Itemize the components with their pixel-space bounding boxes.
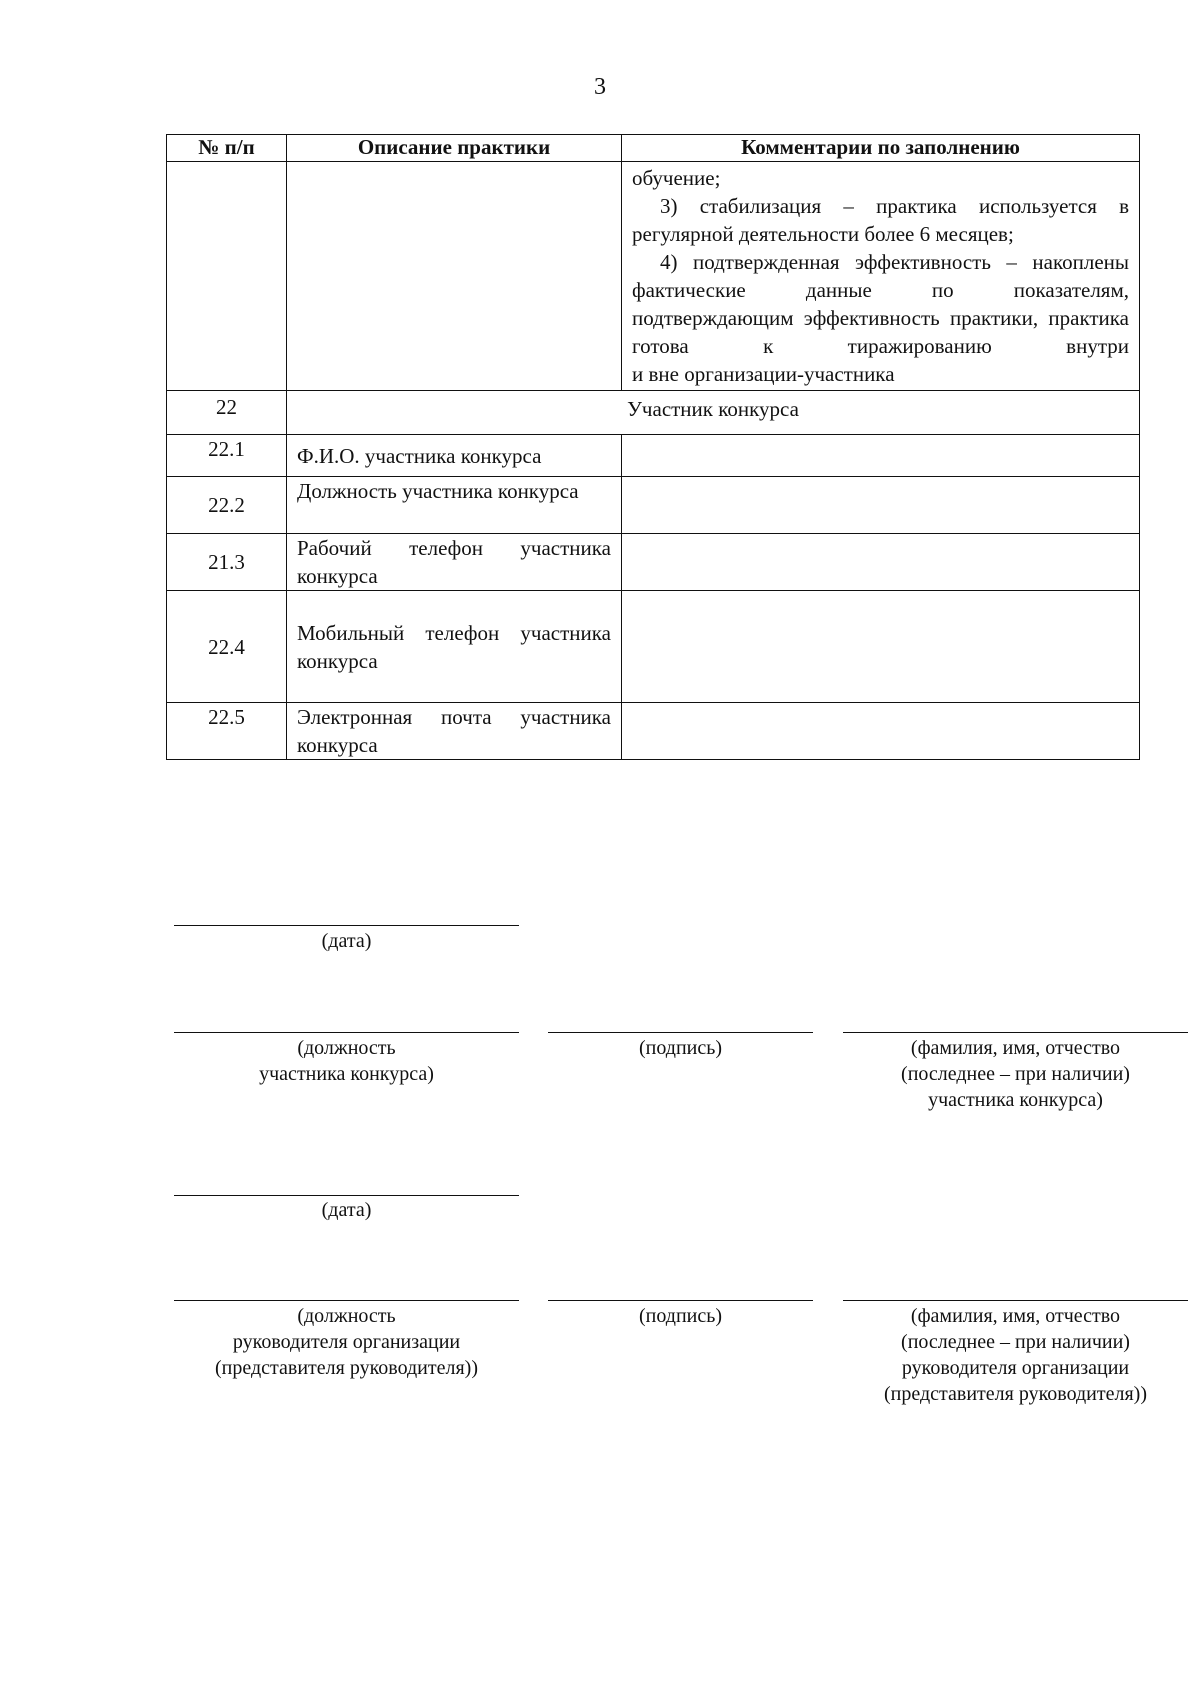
header-comments: Комментарии по заполнению — [622, 135, 1140, 162]
comment-line-2: 3) стабилизация – практика используется в регулярной деятельности более 6 месяцев; — [632, 194, 1129, 246]
practice-form-table — [166, 134, 1140, 760]
position-caption-2: (должность руководителя организации (представителя руководителя)) — [215, 1305, 478, 1379]
row-description: Мобильный телефон участника конкурса — [287, 591, 622, 703]
signature-line-1[interactable] — [548, 1032, 813, 1033]
row-value-field[interactable] — [622, 477, 1140, 534]
comment-line-3: 4) подтвержденная эффективность – накоплены фактические данные по показателям, подтверждающим эффективность практики, практика готова к тиражированию внутри — [632, 250, 1129, 358]
row-value-field[interactable] — [622, 534, 1140, 591]
row-number: 22.2 — [167, 477, 287, 534]
table-row — [167, 477, 1140, 534]
continuation-comment — [622, 162, 1140, 391]
signature-line-2[interactable] — [548, 1300, 813, 1301]
row-number: 22.5 — [167, 703, 287, 760]
date-line-1[interactable] — [174, 925, 519, 926]
row-description: Должность участника конкурса — [287, 477, 622, 534]
header-number: № п/п — [167, 135, 287, 162]
row-value-field[interactable] — [622, 703, 1140, 760]
position-line-2[interactable] — [174, 1300, 519, 1301]
row-description: Рабочий телефон участника конкурса — [287, 534, 622, 591]
section-row — [167, 391, 1140, 435]
name-line-2[interactable] — [843, 1300, 1188, 1301]
comment-line-1: обучение; — [632, 166, 721, 190]
row-number: 22.4 — [167, 591, 287, 703]
row-number: 22.1 — [167, 435, 287, 477]
signature-caption-1: (подпись) — [638, 1037, 723, 1059]
section-title: Участник конкурса — [287, 391, 1140, 435]
date-line-2[interactable] — [174, 1195, 519, 1196]
date-caption-2: (дата) — [321, 1199, 372, 1221]
page-number: 3 — [594, 74, 606, 100]
position-caption-1: (должность участника конкурса) — [259, 1037, 434, 1085]
continuation-row — [167, 162, 1140, 391]
date-caption-1: (дата) — [321, 930, 372, 952]
name-caption-1: (фамилия, имя, отчество (последнее – при наличии) участника конкурса) — [901, 1037, 1130, 1111]
row-description: Электронная почта участника конкурса — [287, 703, 622, 760]
row-value-field[interactable] — [622, 591, 1140, 703]
name-caption-2: (фамилия, имя, отчество (последнее – при наличии) руководителя организации (представителя руководителя)) — [884, 1305, 1147, 1405]
table-header-row — [167, 135, 1140, 162]
table-row — [167, 534, 1140, 591]
row-number: 21.3 — [167, 534, 287, 591]
section-number: 22 — [167, 391, 287, 435]
table-row — [167, 591, 1140, 703]
row-value-field[interactable] — [622, 435, 1140, 477]
signature-caption-2: (подпись) — [638, 1305, 723, 1327]
table-row — [167, 703, 1140, 760]
row-description: Ф.И.О. участника конкурса — [287, 435, 622, 477]
name-line-1[interactable] — [843, 1032, 1188, 1033]
table-row — [167, 435, 1140, 477]
position-line-1[interactable] — [174, 1032, 519, 1033]
header-description: Описание практики — [287, 135, 622, 162]
comment-line-4: и вне организации-участника — [632, 362, 895, 386]
